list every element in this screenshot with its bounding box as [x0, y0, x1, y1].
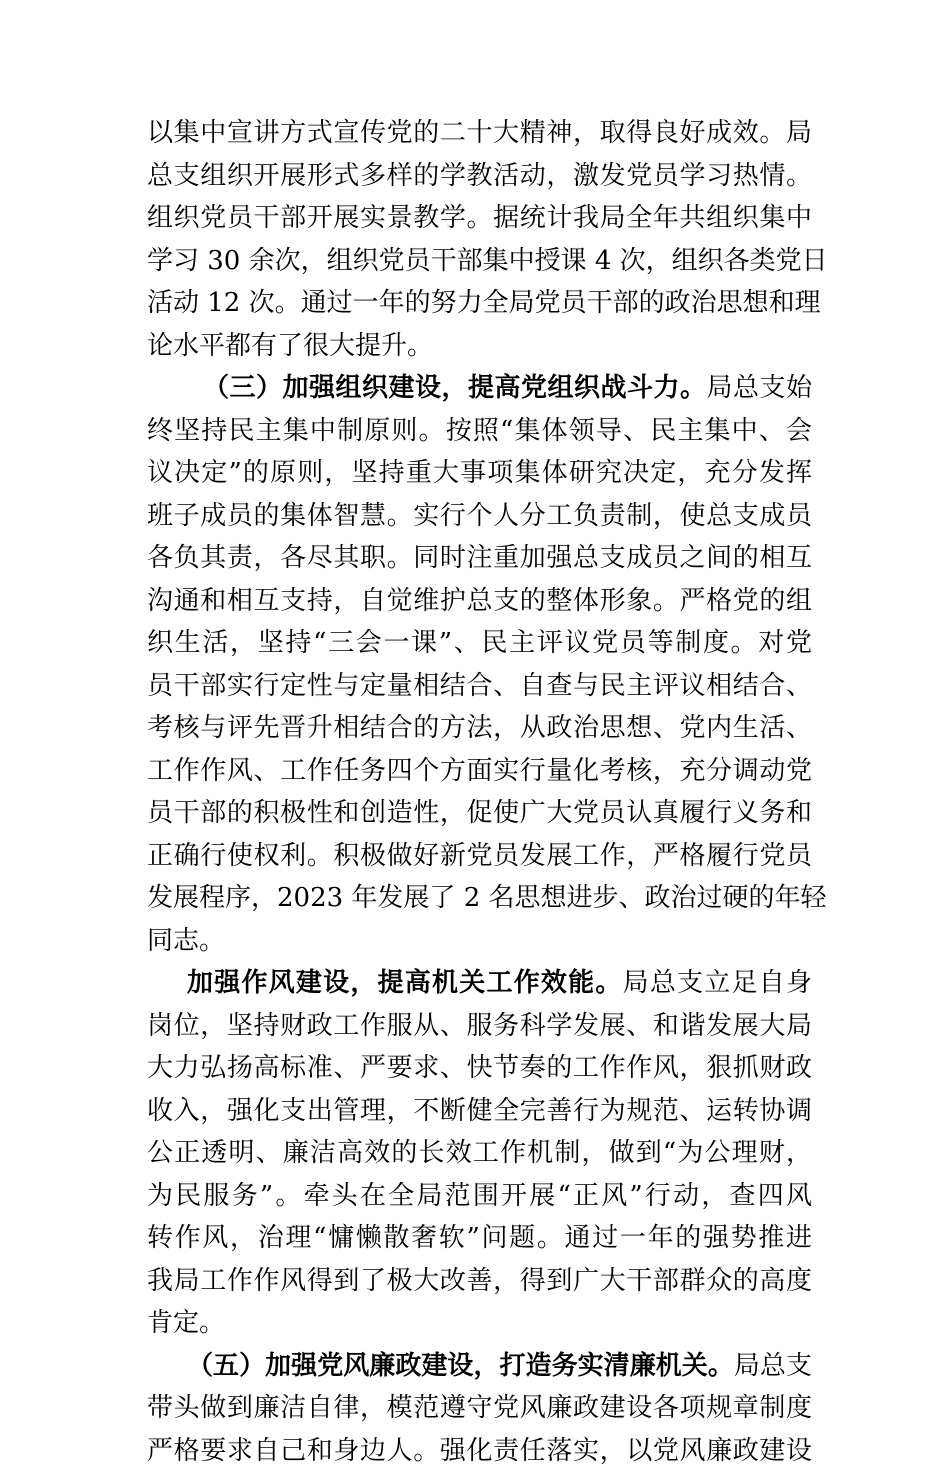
text-line: 沟通和相互支持，自觉维护总支的整体形象。严格党的组 — [147, 580, 812, 623]
text-line: 岗位，坚持财政工作服从、服务科学发展、和谐发展大局 — [147, 1005, 812, 1048]
text-line: 活动 12 次。通过一年的努力全局党员干部的政治思想和理 — [147, 282, 812, 325]
text-line: 议决定”的原则，坚持重大事项集体研究决定，充分发挥 — [147, 452, 812, 495]
text-line: 各负其责，各尽其职。同时注重加强总支成员之间的相互 — [147, 537, 812, 580]
text-line: 论水平都有了很大提升。 — [147, 325, 812, 368]
text-line: 为民服务”。牵头在全局范围开展“正风”行动，查四风 — [147, 1175, 812, 1218]
text-line: 终坚持民主集中制原则。按照“集体领导、民主集中、会 — [147, 410, 812, 453]
text-line: 织生活，坚持“三会一课”、民主评议党员等制度。对党 — [147, 622, 812, 665]
text-line: 公正透明、廉洁高效的长效工作机制，做到“为公理财， — [147, 1132, 812, 1175]
text-line: 班子成员的集体智慧。实行个人分工负责制，使总支成员 — [147, 495, 812, 538]
text-line: 转作风，治理“慵懒散奢软”问题。通过一年的强势推进 — [147, 1217, 812, 1260]
text-line: 员干部实行定性与定量相结合、自查与民主评议相结合、 — [147, 665, 812, 708]
text-line: 收入，强化支出管理，不断健全完善行为规范、运转协调 — [147, 1090, 812, 1133]
document-body — [147, 112, 812, 1472]
text-fragment: 局总支立足自身 — [623, 968, 812, 998]
text-line: 发展程序，2023 年发展了 2 名思想进步、政治过硬的年轻 — [147, 877, 812, 920]
section-heading: （三）加强组织建设，提高党组织战斗力。 — [203, 373, 706, 403]
text-line: 带头做到廉洁自律，模范遵守党风廉政建设各项规章制度 — [147, 1387, 812, 1430]
text-line: 工作作风、工作任务四个方面实行量化考核，充分调动党 — [147, 750, 812, 793]
section-heading-line — [147, 367, 812, 410]
section-heading: 加强作风建设，提高机关工作效能。 — [187, 968, 623, 998]
text-line: 我局工作作风得到了极大改善，得到广大干部群众的高度 — [147, 1260, 812, 1303]
text-line: 组织党员干部开展实景教学。据统计我局全年共组织集中 — [147, 197, 812, 240]
text-line: 以集中宣讲方式宣传党的二十大精神，取得良好成效。局 — [147, 112, 812, 155]
text-line: 严格要求自己和身边人。强化责任落实，以党风廉政建设 — [147, 1430, 812, 1472]
text-line: 同志。 — [147, 920, 812, 963]
text-line: 肯定。 — [147, 1302, 812, 1345]
text-fragment: 局总支始 — [706, 373, 812, 403]
section-heading: （五）加强党风廉政建设，打造务实清廉机关。 — [187, 1351, 734, 1381]
text-line: 大力弘扬高标准、严要求、快节奏的工作作风，狠抓财政 — [147, 1047, 812, 1090]
section-heading-line — [147, 962, 812, 1005]
text-line: 员干部的积极性和创造性，促使广大党员认真履行义务和 — [147, 792, 812, 835]
text-fragment: 局总支 — [734, 1351, 812, 1381]
text-line: 正确行使权利。积极做好新党员发展工作，严格履行党员 — [147, 835, 812, 878]
text-line: 考核与评先晋升相结合的方法，从政治思想、党内生活、 — [147, 707, 812, 750]
text-line: 总支组织开展形式多样的学教活动，激发党员学习热情。 — [147, 155, 812, 198]
section-heading-line — [147, 1345, 812, 1388]
text-line: 学习 30 余次，组织党员干部集中授课 4 次，组织各类党日 — [147, 240, 812, 283]
